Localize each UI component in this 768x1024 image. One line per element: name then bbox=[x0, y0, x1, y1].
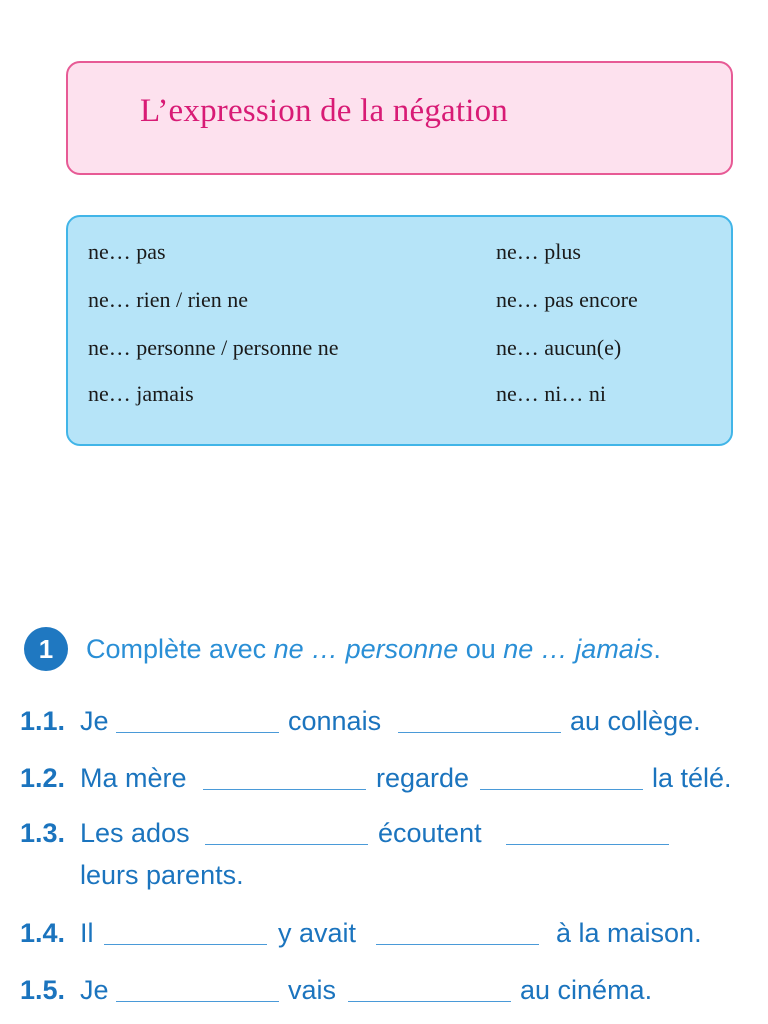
negation-left-3: ne… personne / personne ne bbox=[88, 335, 339, 360]
item-text: écoutent bbox=[378, 818, 482, 848]
item-number: 1.1. bbox=[20, 706, 66, 736]
instruction-option-2: ne … jamais bbox=[503, 633, 654, 664]
answer-blank[interactable] bbox=[116, 732, 279, 733]
item-text: la télé. bbox=[652, 763, 732, 793]
item-text: au collège. bbox=[570, 706, 701, 736]
item-text: Je bbox=[80, 706, 109, 736]
exercise-item-1-1 bbox=[0, 706, 768, 746]
item-number: 1.3. bbox=[20, 818, 66, 848]
title-box bbox=[66, 61, 733, 175]
exercise-header bbox=[24, 624, 661, 674]
instruction-before: Complète avec bbox=[86, 633, 274, 664]
negation-right-2: ne… pas encore bbox=[496, 287, 638, 312]
item-text: connais bbox=[288, 706, 382, 736]
answer-blank[interactable] bbox=[104, 944, 267, 945]
instruction-after: . bbox=[653, 633, 661, 664]
exercise-item-1-3 bbox=[0, 818, 768, 898]
exercise-item-1-2 bbox=[0, 763, 768, 803]
answer-blank[interactable] bbox=[376, 944, 539, 945]
negation-forms-box bbox=[66, 215, 733, 446]
answer-blank[interactable] bbox=[398, 732, 561, 733]
item-text: Il bbox=[80, 918, 94, 948]
negation-right-4: ne… ni… ni bbox=[496, 381, 606, 406]
item-text: y avait bbox=[278, 918, 357, 948]
negation-left-4: ne… jamais bbox=[88, 381, 194, 406]
exercise-item-1-5 bbox=[0, 975, 768, 1015]
item-text: vais bbox=[288, 975, 337, 1005]
answer-blank[interactable] bbox=[506, 844, 669, 845]
item-text: Ma mère bbox=[80, 763, 187, 793]
exercise-instruction bbox=[86, 634, 661, 665]
answer-blank[interactable] bbox=[480, 789, 643, 790]
item-number: 1.4. bbox=[20, 918, 66, 948]
item-text: à la maison. bbox=[556, 918, 702, 948]
instruction-option-1: ne … personne bbox=[273, 633, 459, 664]
answer-blank[interactable] bbox=[348, 1001, 511, 1002]
exercise-item-1-4 bbox=[0, 918, 768, 958]
instruction-middle: ou bbox=[458, 633, 504, 664]
item-number: 1.2. bbox=[20, 763, 66, 793]
item-text: leurs parents. bbox=[80, 860, 244, 890]
negation-right-1: ne… plus bbox=[496, 239, 581, 264]
answer-blank[interactable] bbox=[116, 1001, 279, 1002]
item-text: regarde bbox=[376, 763, 470, 793]
answer-blank[interactable] bbox=[205, 844, 368, 845]
negation-left-2: ne… rien / rien ne bbox=[88, 287, 249, 312]
exercise-number-badge: 1 bbox=[24, 627, 68, 671]
item-text: Je bbox=[80, 975, 109, 1005]
answer-blank[interactable] bbox=[203, 789, 366, 790]
page-title: L’expression de la négation bbox=[140, 93, 508, 129]
negation-left-1: ne… pas bbox=[88, 239, 166, 264]
item-text: Les ados bbox=[80, 818, 190, 848]
item-number: 1.5. bbox=[20, 975, 66, 1005]
negation-right-3: ne… aucun(e) bbox=[496, 335, 622, 360]
item-text: au cinéma. bbox=[520, 975, 653, 1005]
